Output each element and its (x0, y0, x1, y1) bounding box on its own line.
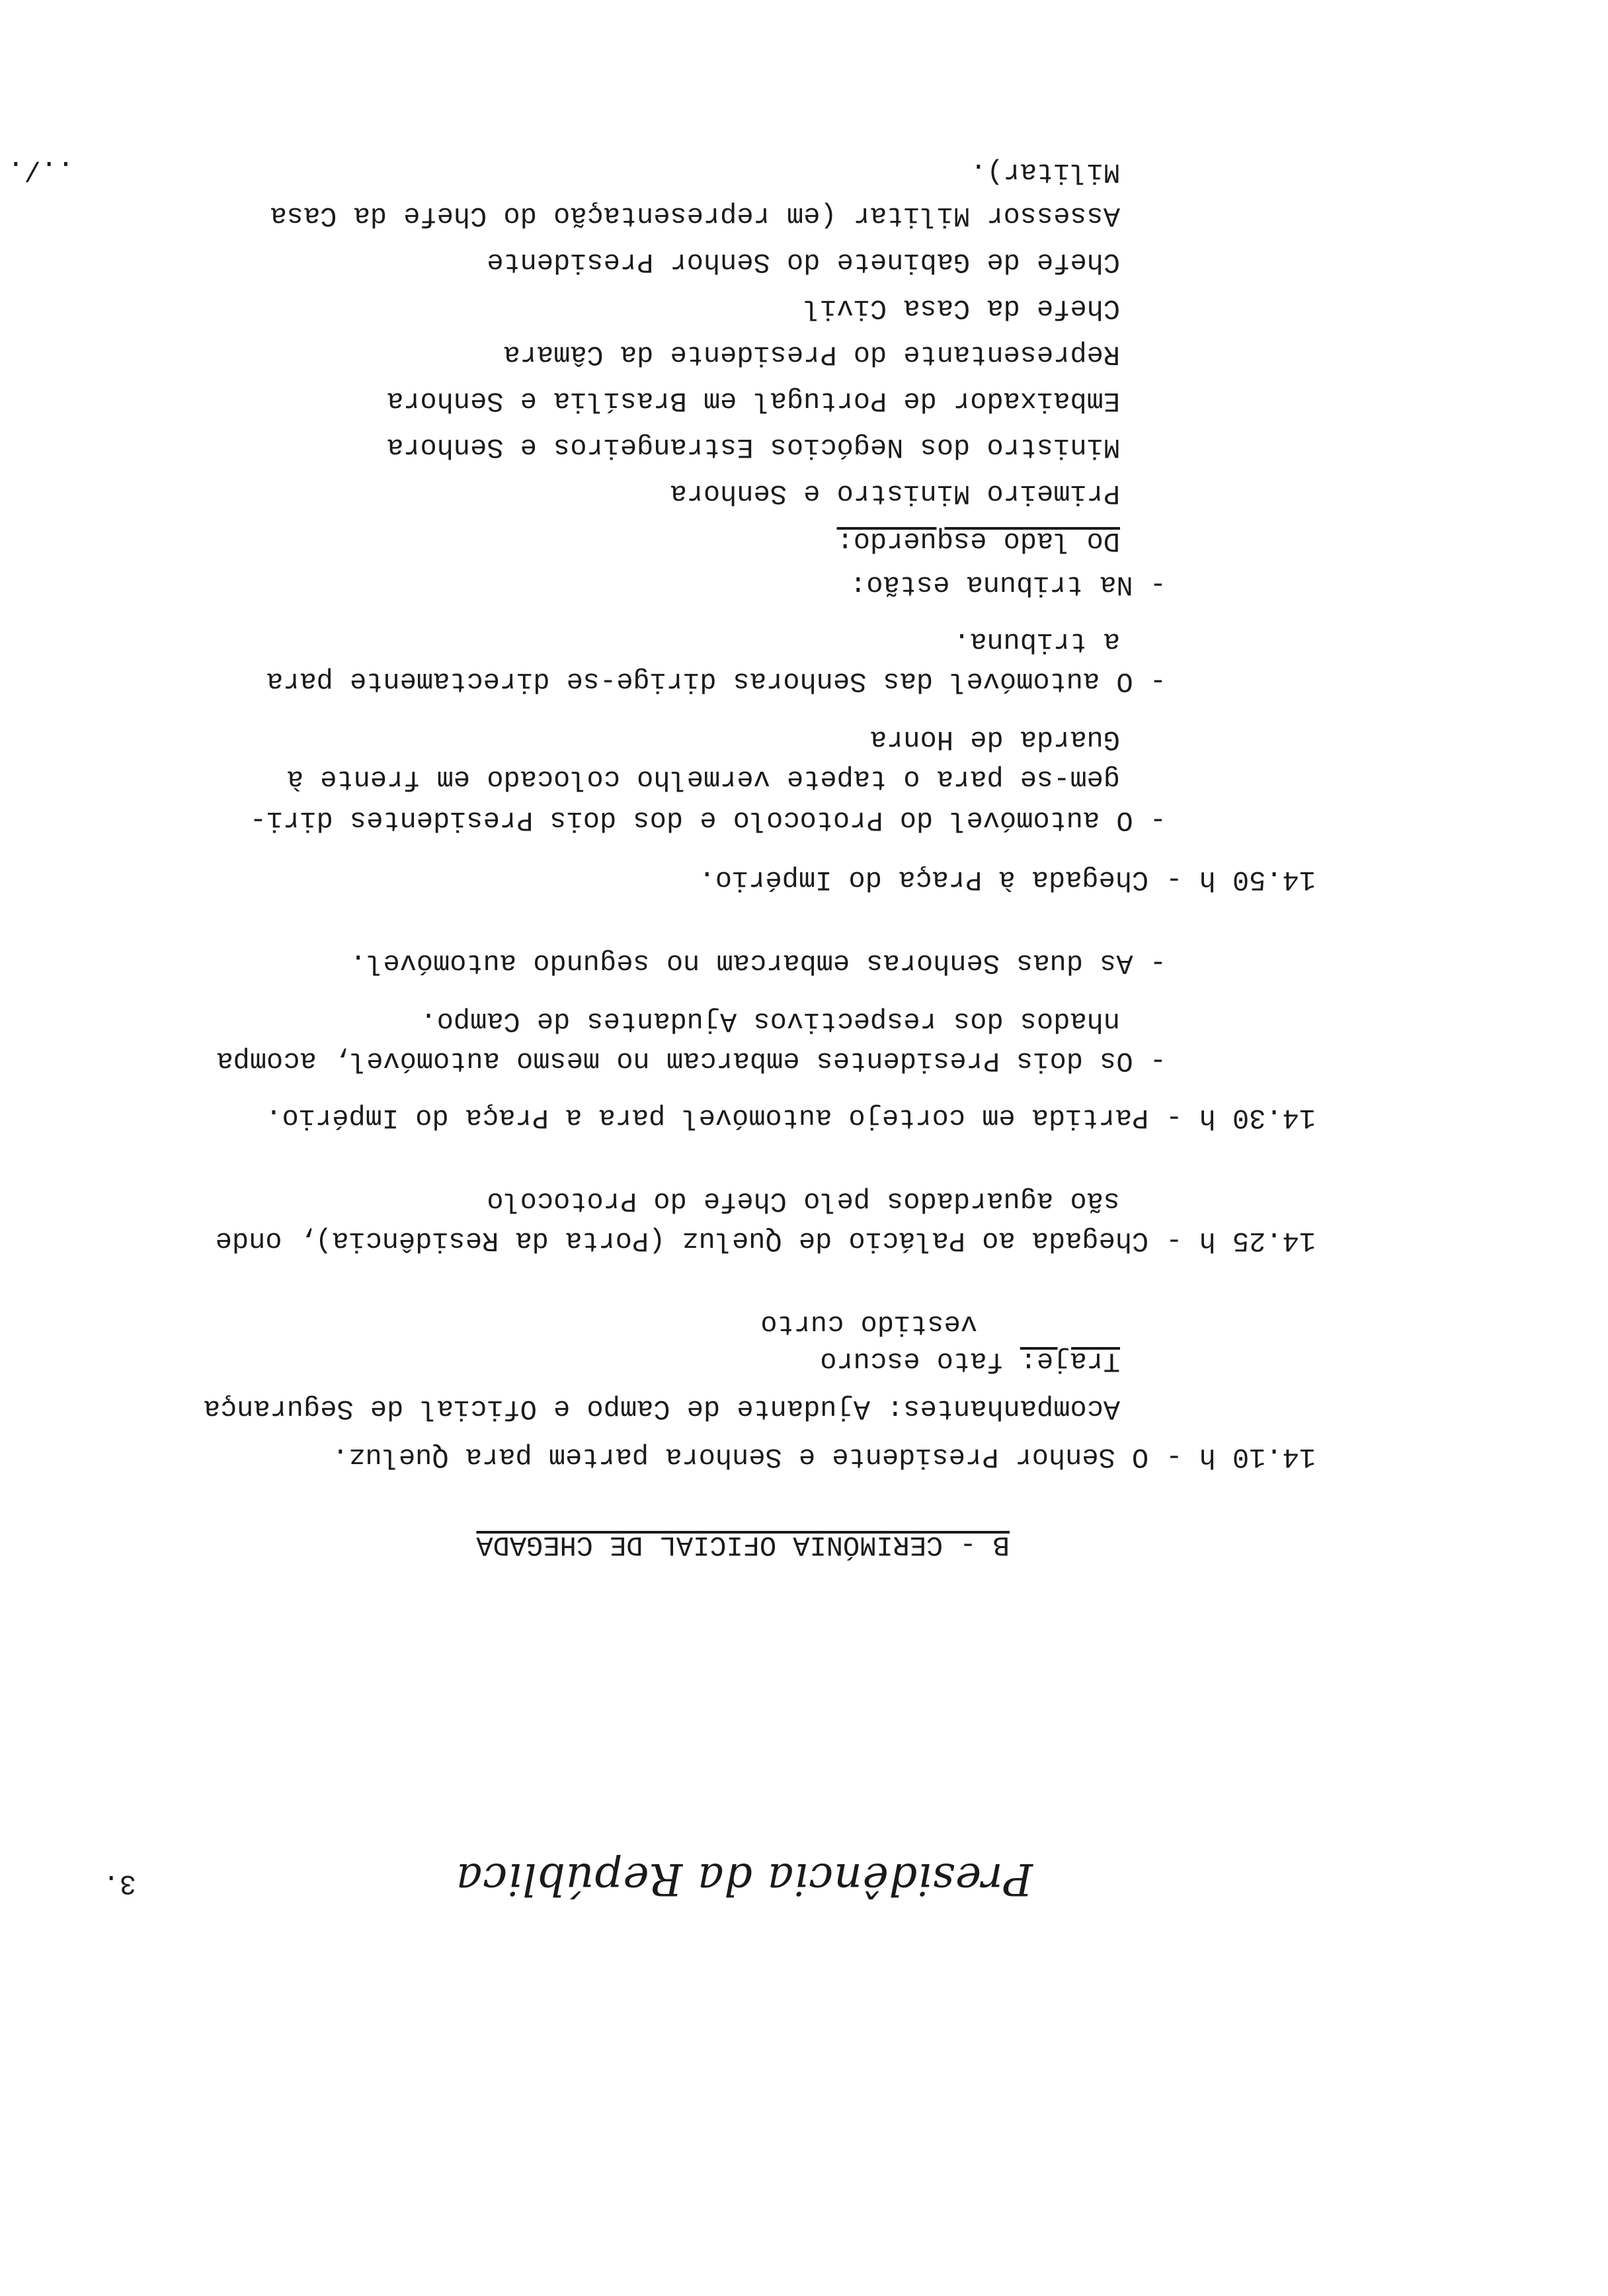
entry-1410-dress (820, 1344, 1120, 1379)
continuation-mark: ../. (7, 153, 74, 185)
section-title (476, 1528, 1010, 1563)
entry-time: 14.25 h - (1166, 1225, 1316, 1256)
letterhead-presidencia: Presidência da República (455, 1854, 1033, 1905)
left-side-item: Representante do Presidente da Câmara (503, 339, 1120, 370)
entry-1430 (265, 1100, 1316, 1135)
entry-1425 (216, 1223, 1316, 1258)
entry-1450-bullet1-line1: - O automóvel do Protocolo e dos dois Presidentes diri- (249, 804, 1166, 836)
entry-text: O Senhor Presidente e Senhora partem para Queluz. (332, 1441, 1149, 1473)
entry-1450-bullet3: - Na tribuna estão: (850, 569, 1166, 600)
entry-time: 14.30 h - (1166, 1102, 1316, 1133)
entry-text: Partida em cortejo automóvel para a Praça do Império. (265, 1102, 1149, 1133)
entry-text: Chegada ao Palácio de Queluz (Porta da Residência), onde (215, 1225, 1149, 1256)
dress-women: vestido curto (760, 1308, 977, 1340)
dress-label: Traje: (1020, 1345, 1120, 1377)
entry-1430-bullet2: - As duas Senhoras embarcam no segundo automóvel. (349, 947, 1166, 979)
entry-time: 14.50 h - (1166, 864, 1316, 895)
entry-text: Chegada à Praça do Império. (698, 864, 1149, 895)
entry-1450-bullet1-line2: gem-se para o tapete vermelho colocado em frente à (286, 763, 1120, 795)
entry-1430-bullet1-line2: nhados dos respectivos Ajudantes de Campo. (420, 1005, 1120, 1037)
left-side-heading-text: Do lado esquerdo: (836, 525, 1120, 557)
left-side-item: Embaixador de Portugal em Brasília e Senhora (387, 385, 1120, 417)
left-side-item: Assessor Militar (em representação do Chefe da Casa (270, 200, 1120, 231)
entry-1425-line2: são aguardados pelo Chefe do Protocolo (487, 1185, 1120, 1217)
page-number: 3. (102, 1867, 136, 1899)
dress-men: fato escuro (820, 1345, 1004, 1377)
left-side-item: Chefe de Gabinete do Senhor Presidente (487, 246, 1120, 278)
left-side-item: Chefe da Casa Civil (803, 292, 1120, 324)
entry-1450 (699, 862, 1316, 897)
left-side-item: Primeiro Ministro e Senhora (670, 477, 1120, 509)
section-title-text: B - CERIMÓNIA OFICIAL DE CHEGADA (476, 1529, 1010, 1561)
left-side-item: Ministro dos Negócios Estrangeiros e Senhora (387, 431, 1120, 463)
entry-1410 (332, 1440, 1316, 1475)
entry-1430-bullet1-line1: - Os dois Presidentes embarcam no mesmo automóvel, acompa (216, 1045, 1166, 1077)
entry-1410-accompanying: Acompanhantes: Ajudante de Campo e Oficial de Segurança (203, 1393, 1120, 1424)
entry-1450-bullet2-line1: - O automóvel das Senhoras dirige-se directamente para (266, 665, 1166, 697)
entry-time: 14.10 h - (1166, 1441, 1316, 1473)
entry-1450-bullet2-line2: a tribuna. (953, 626, 1120, 657)
left-side-heading (837, 524, 1120, 559)
left-side-item: Militar). (970, 156, 1120, 188)
entry-1450-bullet1-line3: Guarda de Honra (869, 723, 1120, 755)
